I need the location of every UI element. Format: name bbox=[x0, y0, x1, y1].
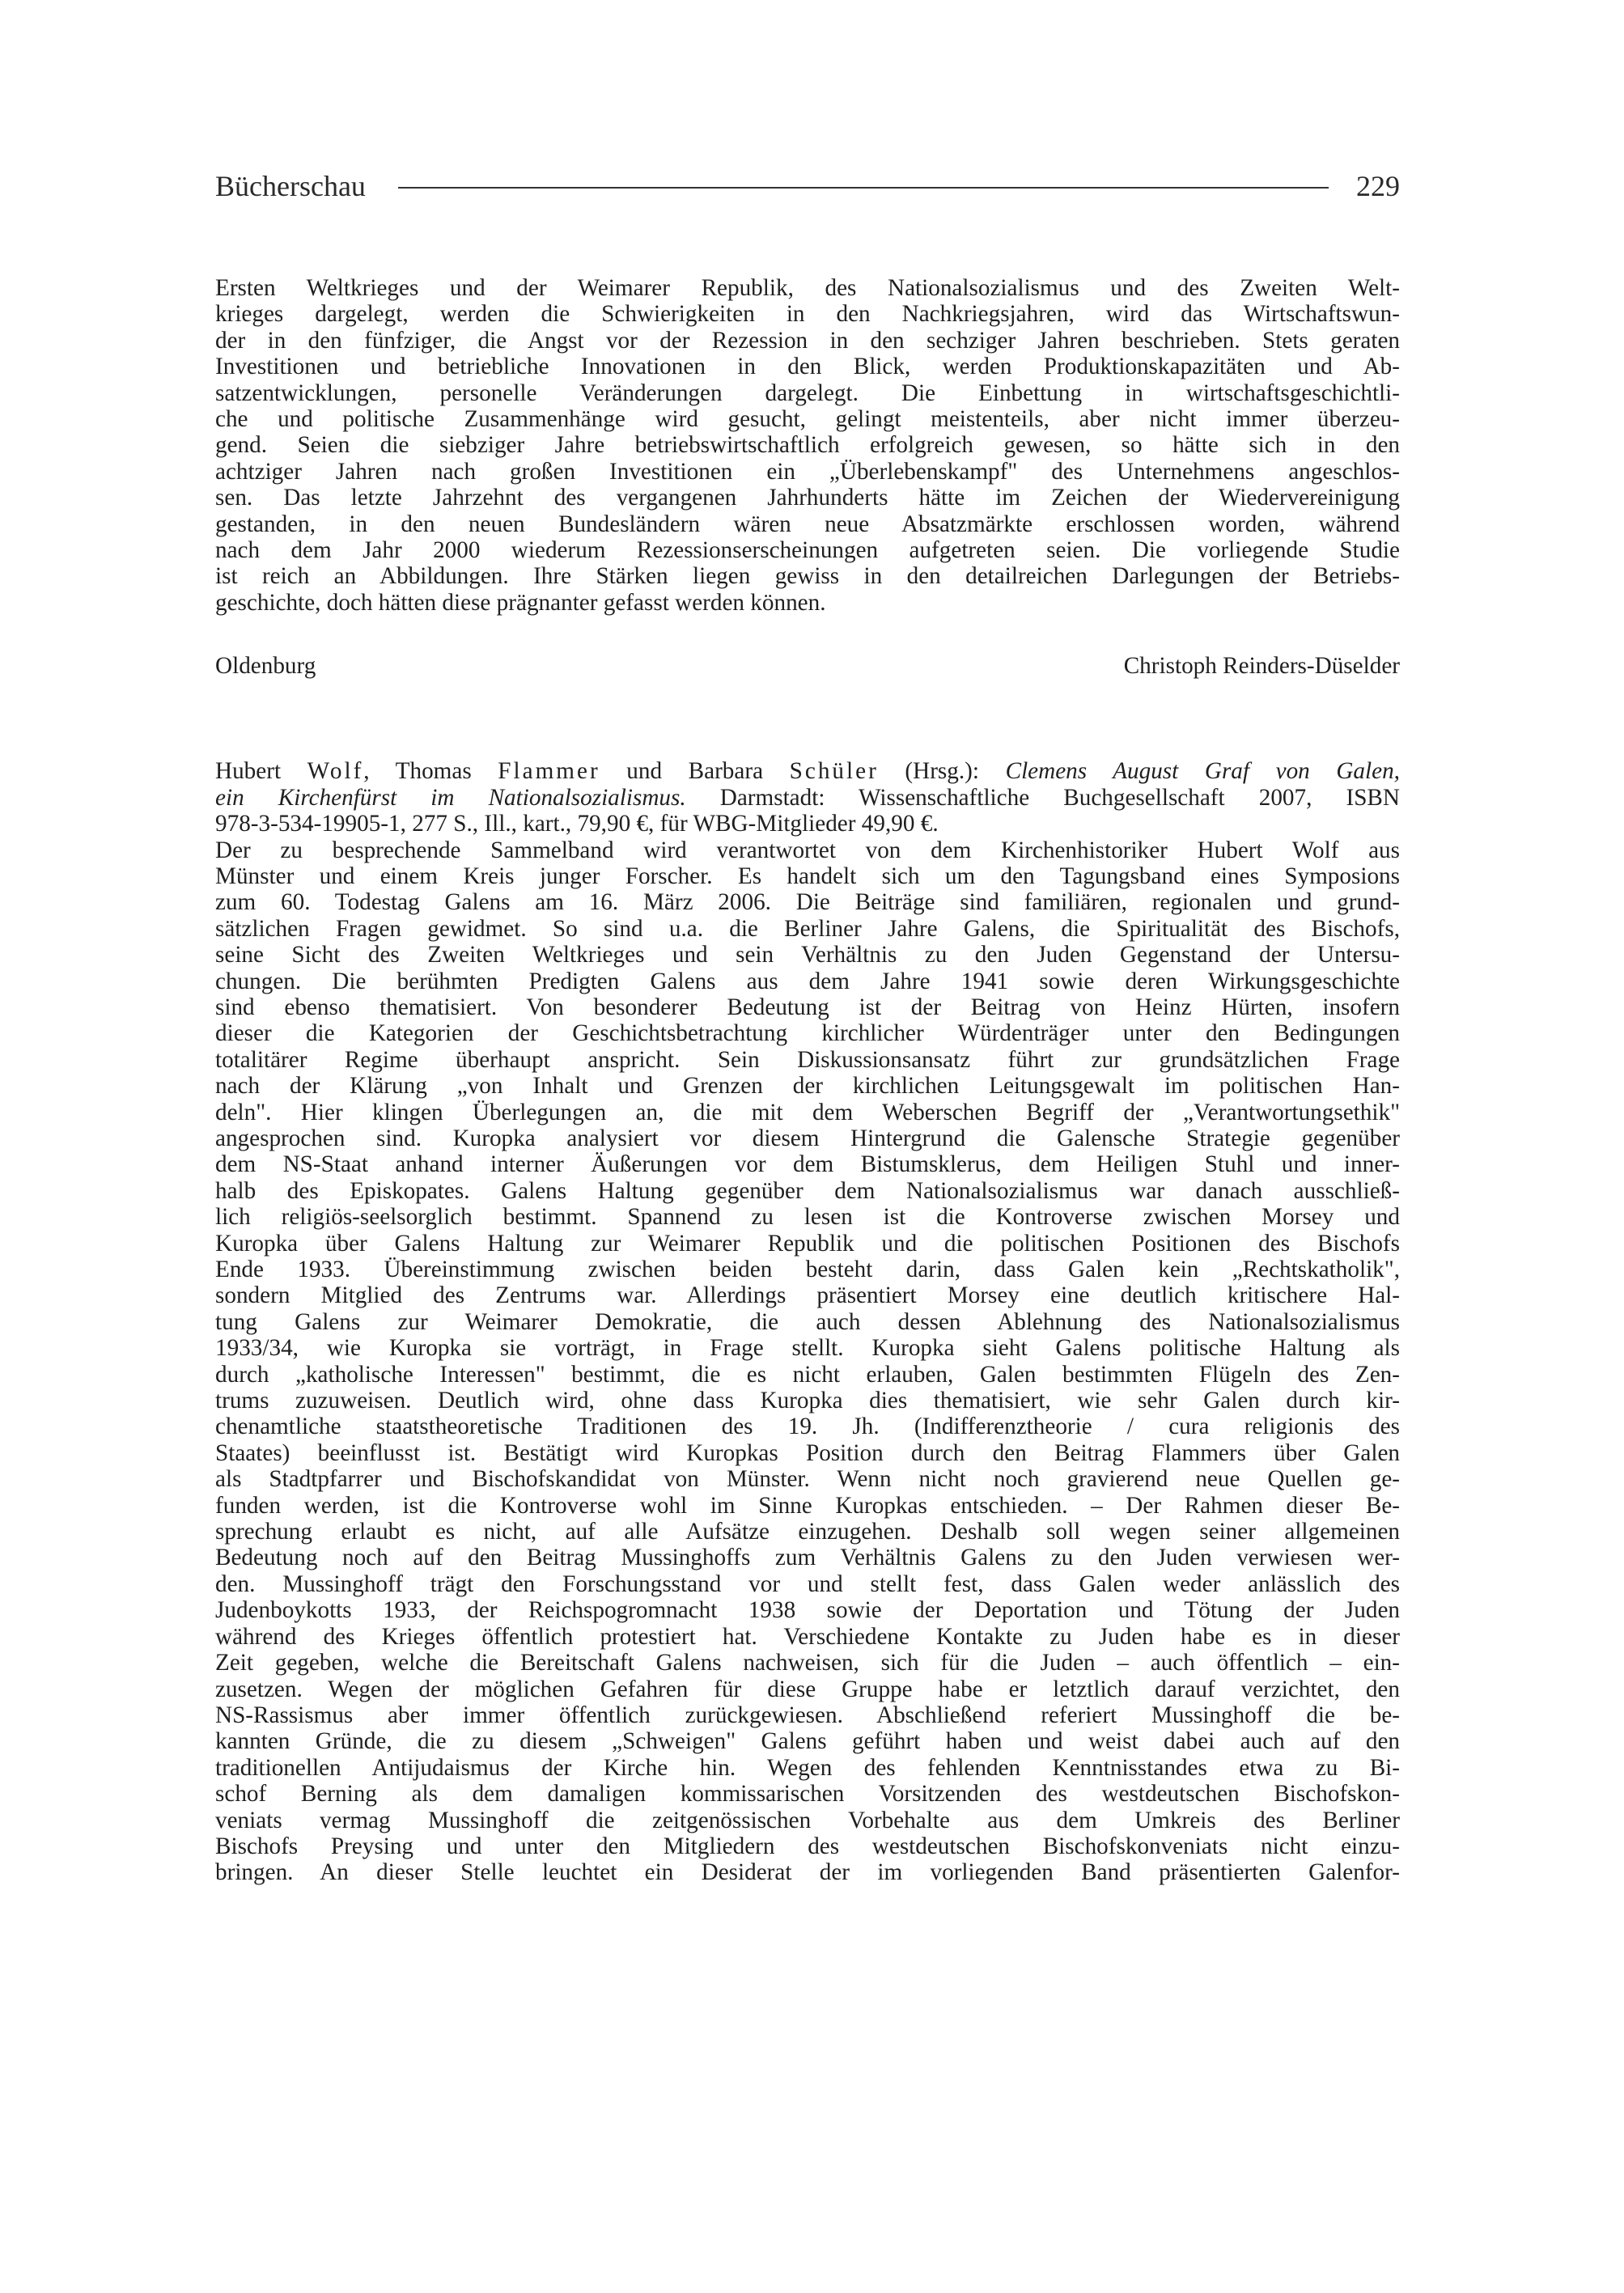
text-line: zusetzen. Wegen der möglichen Gefahren für diese Gruppe habe er letztlich darauf verzichtet, den bbox=[215, 1676, 1400, 1702]
text-line: schof Berning als dem damaligen kommissarischen Vorsitzenden des westdeutschen Bischofskon- bbox=[215, 1781, 1400, 1808]
text-line: Kuropka über Galens Haltung zur Weimarer Republik und die politischen Positionen des Bischofs bbox=[215, 1230, 1400, 1257]
text-line: den. Mussinghoff trägt den Forschungsstand vor und stellt fest, dass Galen weder anlässlich des bbox=[215, 1570, 1400, 1597]
running-head bbox=[215, 166, 1400, 206]
text-line: NS-Rassismus aber immer öffentlich zurückgewiesen. Abschließend referiert Mussinghoff die be- bbox=[215, 1702, 1400, 1728]
citation-line bbox=[215, 758, 1400, 784]
citation-line bbox=[215, 785, 1400, 811]
text-line: dieser die Kategorien der Geschichtsbetrachtung kirchlicher Würdenträger unter den Bedingungen bbox=[215, 1020, 1400, 1047]
text-line: Judenboykotts 1933, der Reichspogromnacht 1938 sowie der Deportation und Tötung der Juden bbox=[215, 1597, 1400, 1624]
text-line: seine Sicht des Zweiten Weltkrieges und sein Verhältnis zu den Juden Gegenstand der Untersu- bbox=[215, 942, 1400, 968]
review-1-body bbox=[215, 275, 1400, 616]
text-line: Der zu besprechende Sammelband wird verantwortet von dem Kirchenhistoriker Hubert Wolf aus bbox=[215, 837, 1400, 863]
reviewer-place: Oldenburg bbox=[215, 653, 316, 680]
text-line: Ersten Weltkrieges und der Weimarer Republik, des Nationalsozialismus und des Zweiten Welt- bbox=[215, 275, 1400, 301]
text-line: gestanden, in den neuen Bundesländern wären neue Absatzmärkte erschlossen worden, während bbox=[215, 511, 1400, 537]
text-line: achtziger Jahren nach großen Investitionen ein „Überlebenskampf" des Unternehmens angeschlos- bbox=[215, 458, 1400, 485]
text-line: dem NS-Staat anhand interner Äußerungen vor dem Bistumsklerus, dem Heiligen Stuhl und inner- bbox=[215, 1151, 1400, 1178]
text-line: sätzlichen Fragen gewidmet. So sind u.a. die Berliner Jahre Galens, die Spiritualität des Bischofs, bbox=[215, 915, 1400, 942]
text-line: traditionellen Antijudaismus der Kirche hin. Wegen des fehlenden Kenntnisstandes etwa zu Bi- bbox=[215, 1754, 1400, 1781]
reviewer-name: Christoph Reinders-Düselder bbox=[1123, 653, 1400, 680]
text-line: sind ebenso thematisiert. Von besonderer Bedeutung ist der Beitrag von Heinz Hürten, insofern bbox=[215, 994, 1400, 1020]
text-line: satzentwicklungen, personelle Veränderungen dargelegt. Die Einbettung in wirtschaftsgeschichtli- bbox=[215, 379, 1400, 406]
book-title: ein Kirchenfürst im Nationalsozialismus. bbox=[215, 784, 686, 811]
text-line: chenamtliche staatstheoretische Traditionen des 19. Jh. (Indifferenztheorie / cura religionis des bbox=[215, 1414, 1400, 1440]
text-line: chungen. Die berühmten Predigten Galens aus dem Jahre 1941 sowie deren Wirkungsgeschichte bbox=[215, 968, 1400, 994]
text-line: Investitionen und betriebliche Innovationen in den Blick, werden Produktionskapazitäten und Ab- bbox=[215, 354, 1400, 380]
page bbox=[215, 166, 1400, 1886]
text-line: zum 60. Todestag Galens am 16. März 2006. Die Beiträge sind familiären, regionalen und grund- bbox=[215, 889, 1400, 916]
text-line: tung Galens zur Weimarer Demokratie, die auch dessen Ablehnung des Nationalsozialismus bbox=[215, 1308, 1400, 1335]
citation-text: Darmstadt: Wissenschaftliche Buchgesellschaft 2007, ISBN bbox=[685, 784, 1400, 811]
author-name: Schüler bbox=[789, 758, 879, 785]
text-line: nach der Klärung „von Inhalt und Grenzen der kirchlichen Leitungsgewalt im politischen Han- bbox=[215, 1073, 1400, 1100]
text-line: der in den fünfziger, die Angst vor der Rezession in den sechziger Jahren beschrieben. Stets geraten bbox=[215, 327, 1400, 354]
text-line: Staates) beeinflusst ist. Bestätigt wird Kuropkas Position durch den Beitrag Flammers über Galen bbox=[215, 1439, 1400, 1466]
page-number: 229 bbox=[1356, 170, 1400, 202]
text-line: als Stadtpfarrer und Bischofskandidat von Münster. Wenn nicht noch gravierend neue Quellen ge- bbox=[215, 1466, 1400, 1493]
author-name: Flammer bbox=[498, 758, 600, 785]
text-line: bringen. An dieser Stelle leuchtet ein Desiderat der im vorliegenden Band präsentierten Galenfor- bbox=[215, 1859, 1400, 1886]
text-line: deln". Hier klingen Überlegungen an, die mit dem Weberschen Begriff der „Verantwortungsethik" bbox=[215, 1099, 1400, 1125]
citation-text: , Thomas bbox=[363, 758, 498, 785]
text-line: nach dem Jahr 2000 wiederum Rezessionserscheinungen aufgetreten seien. Die vorliegende Studie bbox=[215, 537, 1400, 564]
text-line: geschichte, doch hätten diese prägnanter gefasst werden können. bbox=[215, 589, 826, 616]
text-line: sprechung erlaubt es nicht, auf alle Aufsätze einzugehen. Deshalb soll wegen seiner allgemeinen bbox=[215, 1519, 1400, 1545]
text-line: gend. Seien die siebziger Jahre betriebswirtschaftlich erfolgreich gewesen, so hätte sich in den bbox=[215, 432, 1400, 459]
text-line: trums zuzuweisen. Deutlich wird, ohne dass Kuropka dies thematisiert, wie sehr Galen durch kir- bbox=[215, 1388, 1400, 1414]
section-title: Bücherschau bbox=[215, 170, 366, 202]
text-line: funden werden, ist die Kontroverse wohl im Sinne Kuropkas entschieden. – Der Rahmen dieser Be- bbox=[215, 1492, 1400, 1519]
text-line: sen. Das letzte Jahrzehnt des vergangenen Jahrhunderts hätte im Zeichen der Wiedervereinigung bbox=[215, 485, 1400, 511]
text-line: lich religiös-seelsorglich bestimmt. Spannend zu lesen ist die Kontroverse zwischen Morsey und bbox=[215, 1204, 1400, 1231]
text-line: ist reich an Abbildungen. Ihre Stärken liegen gewiss in den detailreichen Darlegungen der Betriebs- bbox=[215, 563, 1400, 590]
text-line: che und politische Zusammenhänge wird gesucht, gelingt meistenteils, aber nicht immer überzeu- bbox=[215, 406, 1400, 433]
text-line: kannten Gründe, die zu diesem „Schweigen" Galens geführt haben und weist dabei auch auf den bbox=[215, 1728, 1400, 1755]
author-name: Wolf bbox=[307, 758, 364, 785]
text-line: totalitärer Regime überhaupt anspricht. Sein Diskussionsansatz führt zur grundsätzlichen Frage bbox=[215, 1046, 1400, 1073]
review-1-signature bbox=[215, 653, 1400, 679]
text-line: Bischofs Preysing und unter den Mitgliedern des westdeutschen Bischofskonveniats nicht einzu- bbox=[215, 1833, 1400, 1859]
citation-text: und Barbara bbox=[600, 758, 790, 785]
text-line: krieges dargelegt, werden die Schwierigkeiten in den Nachkriegsjahren, wird das Wirtschaftswun- bbox=[215, 301, 1400, 328]
text-line: sondern Mitglied des Zentrums war. Allerdings präsentiert Morsey eine deutlich kritischere Hal- bbox=[215, 1282, 1400, 1309]
review-2-body bbox=[215, 758, 1400, 1885]
text-line: angesprochen sind. Kuropka analysiert vor diesem Hintergrund die Galensche Strategie gegenüber bbox=[215, 1125, 1400, 1151]
text-line: 1933/34, wie Kuropka sie vorträgt, in Frage stellt. Kuropka sieht Galens politische Haltung als bbox=[215, 1335, 1400, 1362]
citation-text: Hubert bbox=[215, 758, 307, 785]
text-line: Bedeutung noch auf den Beitrag Mussinghoffs zum Verhältnis Galens zu den Juden verwiesen wer- bbox=[215, 1545, 1400, 1571]
citation-line: 978-3-534-19905-1, 277 S., Ill., kart., 79,90 €, für WBG-Mitglieder 49,90 €. bbox=[215, 811, 939, 837]
text-line: während des Krieges öffentlich protestiert hat. Verschiedene Kontakte zu Juden habe es in dieser bbox=[215, 1623, 1400, 1650]
header-rule bbox=[398, 187, 1329, 189]
text-line: veniats vermag Mussinghoff die zeitgenössischen Vorbehalte aus dem Umkreis des Berliner bbox=[215, 1807, 1400, 1833]
text-line: Ende 1933. Übereinstimmung zwischen beiden besteht darin, dass Galen kein „Rechtskatholik", bbox=[215, 1257, 1400, 1282]
citation-text: (Hrsg.): bbox=[878, 758, 1006, 785]
text-line: Zeit gegeben, welche die Bereitschaft Galens nachweisen, sich für die Juden – auch öffentlich – ein- bbox=[215, 1650, 1400, 1676]
text-line: durch „katholische Interessen" bestimmt, die es nicht erlauben, Galen bestimmten Flügeln des Zen- bbox=[215, 1361, 1400, 1388]
book-title: Clemens August Graf von Galen, bbox=[1005, 758, 1400, 785]
text-line: halb des Episkopates. Galens Haltung gegenüber dem Nationalsozialismus war danach ausschließ- bbox=[215, 1177, 1400, 1204]
text-line: Münster und einem Kreis junger Forscher. Es handelt sich um den Tagungsband eines Symposions bbox=[215, 863, 1400, 889]
